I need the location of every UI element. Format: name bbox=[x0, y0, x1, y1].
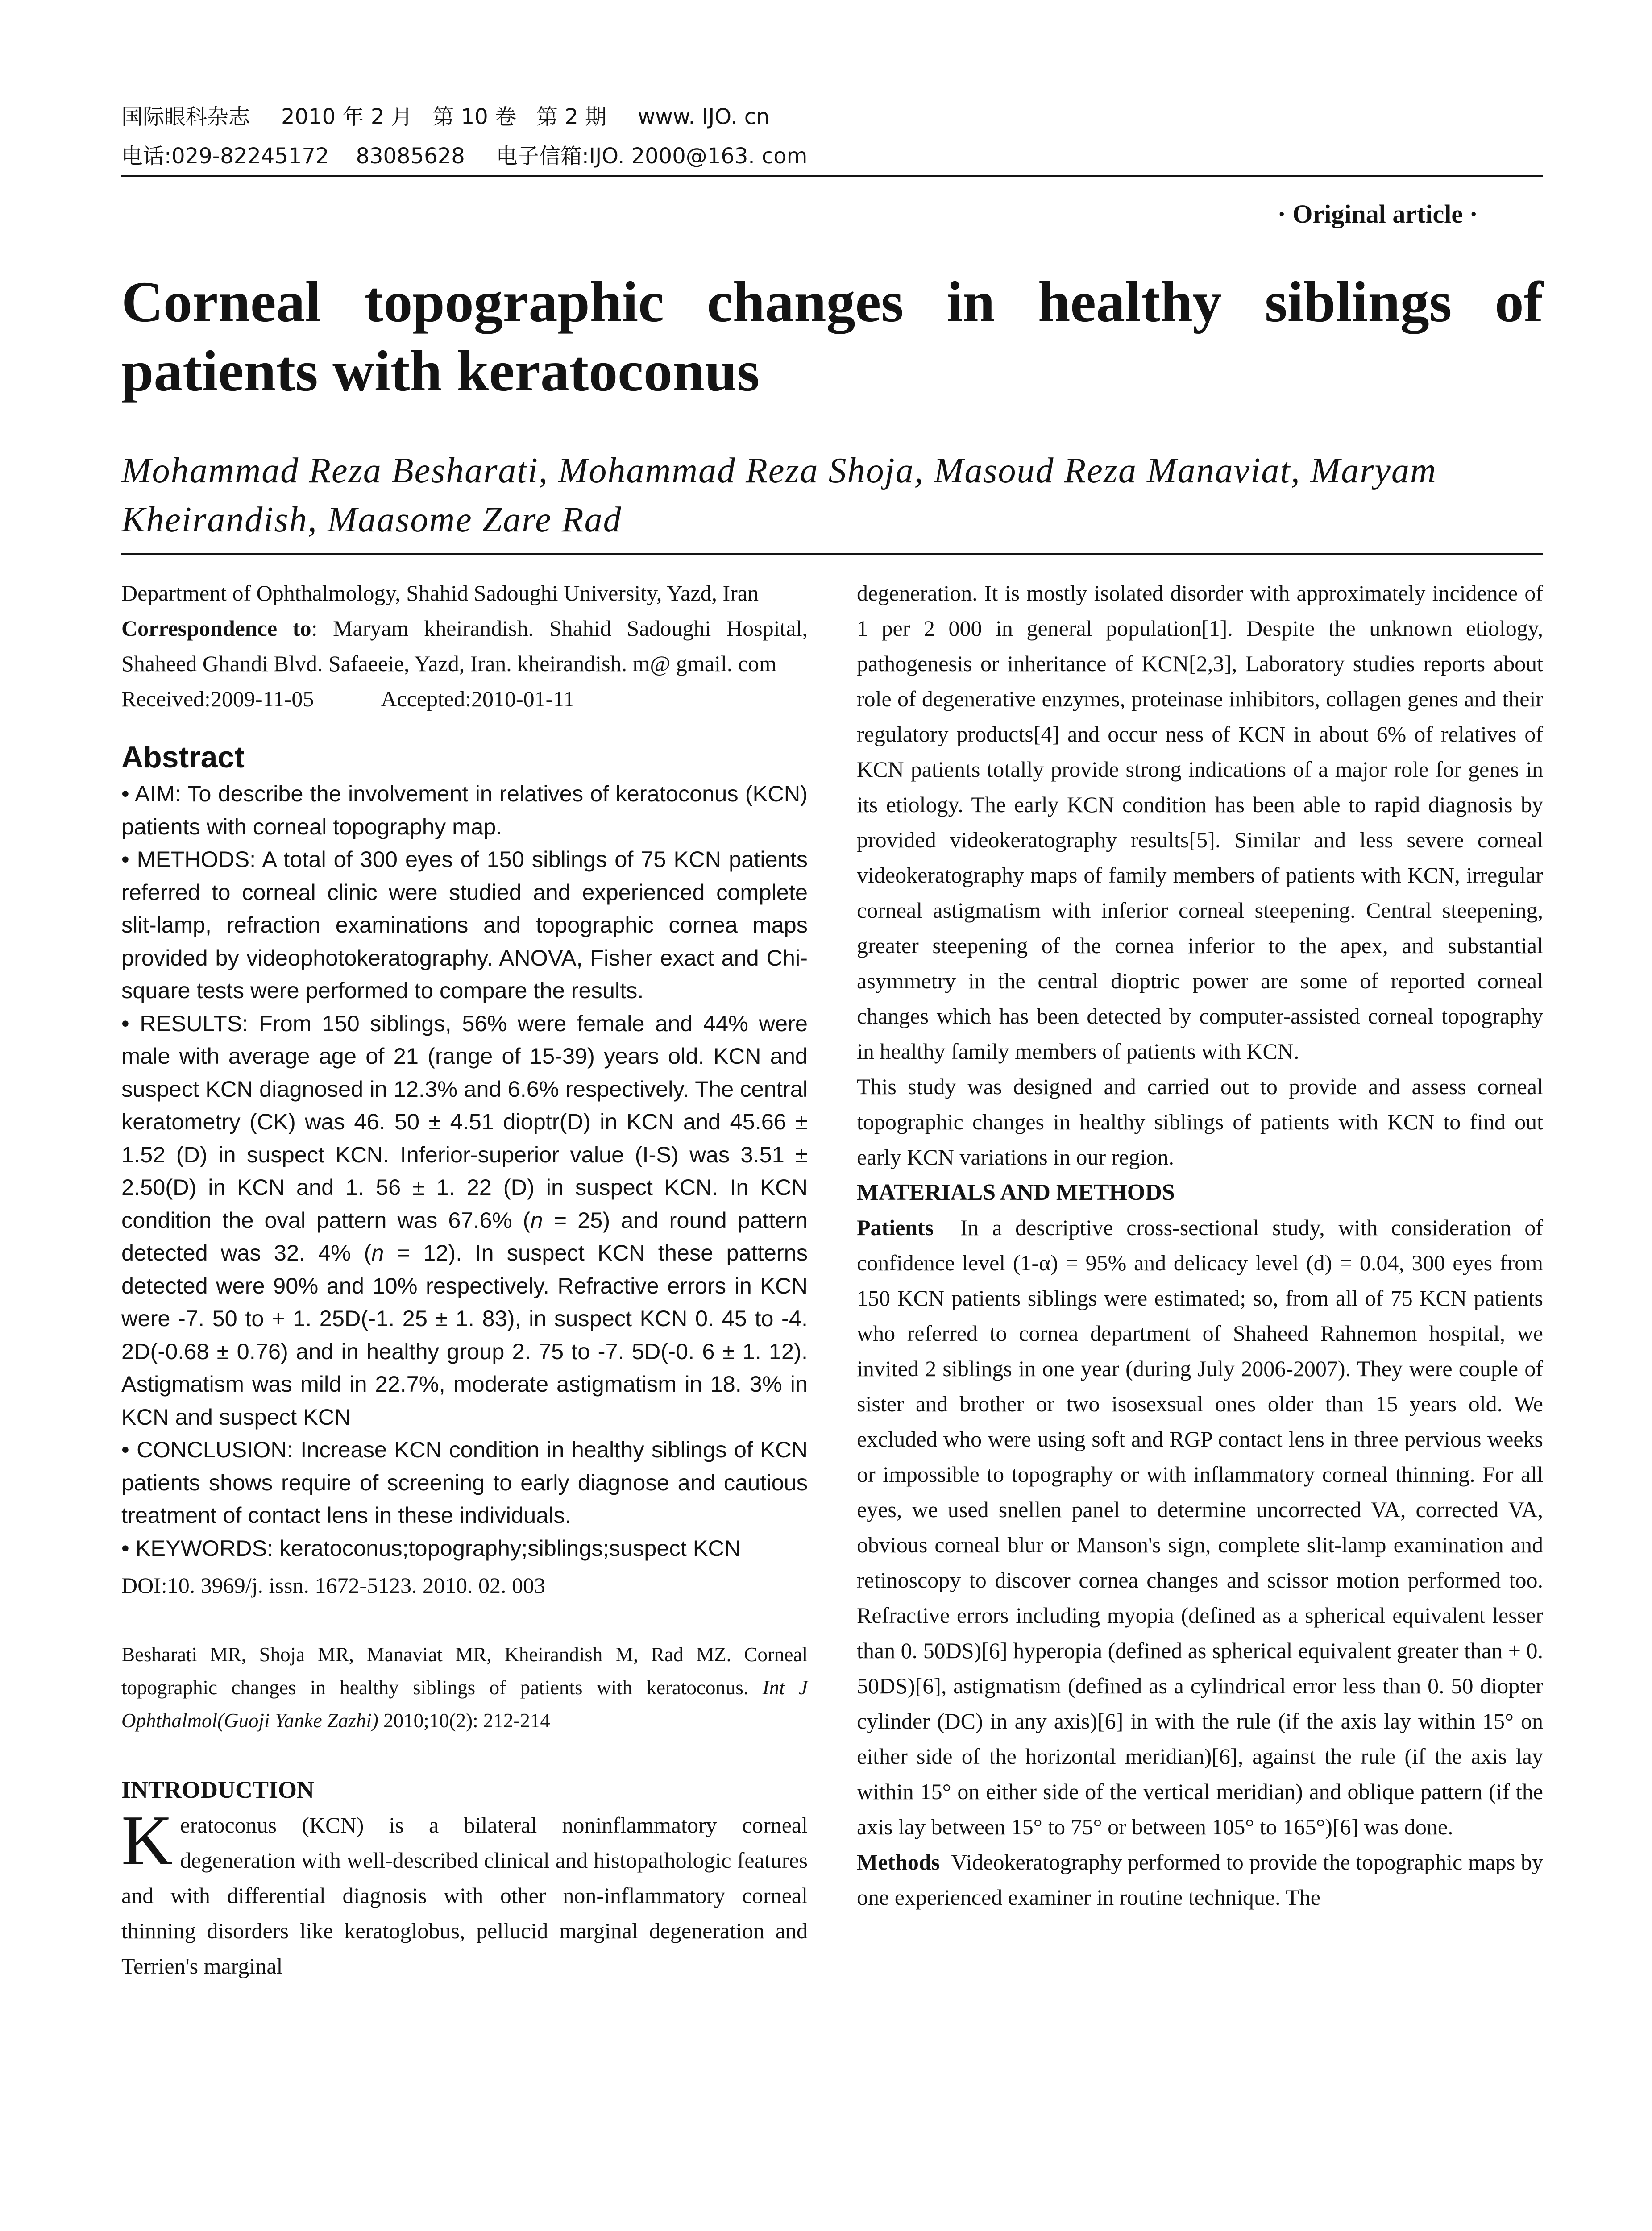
drop-cap: K bbox=[121, 1800, 173, 1880]
keywords-text: : keratoconus;topography;siblings;suspect KCN bbox=[267, 1535, 741, 1561]
citation-journal: Int J Ophthalmol(Guoji Yanke Zazhi) bbox=[121, 1676, 808, 1732]
conclusion-text: : Increase KCN condition in healthy siblings of KCN patients shows require of screening to early diagnose and cautious treatment of contact lens in these individuals. bbox=[121, 1437, 808, 1528]
accepted-date: Accepted:2010-01-11 bbox=[381, 686, 575, 711]
introduction-paragraph bbox=[121, 1800, 808, 1984]
introduction-continued: degeneration. It is mostly isolated disorder with approximately incidence of 1 per 2 000 in general population[1]. Despite the unknown etiology, pathogenesis or inheritance of KCN[2,3], Laboratory studies reports about role of degenerative enzymes, proteinase inhibitors, collagen genes and their regulatory products[4] and occur ness of KCN in about 6% of relatives of KCN patients totally provide strong indications of a major role for genes in its etiology. The early KCN condition has been able to rapid diagnosis by provided videokeratography results[5]. Similar and less severe corneal videokeratography maps of family members of patients with KCN, irregular corneal astigmatism with inferior corneal steepening. Central steepening, greater steepening of the cornea inferior to the apex, and substantial asymmetry in the central dioptric power are some of reported corneal changes which has been detected by computer-assisted corneal topography in healthy family members of patients with KCN. bbox=[857, 581, 1543, 1064]
journal-date: 2010 年 2 月 bbox=[281, 104, 413, 129]
citation bbox=[121, 1638, 808, 1737]
journal-name: 国际眼科杂志 bbox=[121, 104, 250, 129]
abstract-methods bbox=[121, 843, 808, 1007]
results-text-c: = 12). In suspect KCN these patterns detected were 90% and 10% respectively. Refractive errors in KCN were -7. 50 to + 1. 25D(-1. 25 ± 1. 83), in suspect KCN 0. 45 to -4. 2D(-0.68 ± 0.76) and in healthy group 2. 75 to -7. 5D(-0. 6 ± 1. 12). Astigmatism was mild in 22.7%, moderate astigmatism in 18. 3% in KCN and suspect KCN bbox=[121, 1240, 808, 1430]
results-text-b: = 25) and round pattern detected was 32. 4% ( bbox=[121, 1207, 808, 1265]
abstract-heading: Abstract bbox=[121, 740, 245, 774]
methods-section-text: Videokeratography performed to provide the topographic maps by one experienced examiner in routine technique. The bbox=[857, 1849, 1543, 1910]
introduction-aim-paragraph: This study was designed and carried out to provide and assess corneal topographic changes in healthy siblings of patients with KCN to find out early KCN variations in our region. bbox=[857, 1074, 1543, 1169]
methods-section-label: Methods bbox=[857, 1849, 940, 1874]
methods-label: • METHODS bbox=[121, 846, 250, 872]
aim-text: : To describe the involvement in relatives of keratoconus (KCN) patients with corneal topography map. bbox=[121, 781, 808, 839]
journal-website: www. IJO. cn bbox=[638, 104, 770, 129]
journal-email: 电子信箱:IJO. 2000@163. com bbox=[496, 144, 808, 169]
introduction-heading: INTRODUCTION bbox=[121, 1776, 315, 1803]
results-n2: n bbox=[371, 1240, 384, 1265]
affiliation: Department of Ophthalmology, Shahid Sadoughi University, Yazd, Iran bbox=[121, 581, 759, 605]
left-column bbox=[121, 576, 808, 1984]
journal-volume: 第 10 卷 bbox=[432, 104, 517, 129]
abstract-conclusion bbox=[121, 1433, 808, 1532]
keywords-label: • KEYWORDS bbox=[121, 1535, 267, 1561]
received-date: Received:2009-11-05 bbox=[121, 686, 314, 711]
patients-paragraph bbox=[857, 1210, 1543, 1845]
correspondence bbox=[121, 611, 808, 681]
authors-rule bbox=[121, 553, 1543, 555]
received-accepted-dates bbox=[121, 681, 808, 717]
article-type: · Original article · bbox=[1277, 199, 1478, 228]
article-title: Corneal topographic changes in healthy siblings of patients with keratoconus bbox=[121, 270, 1543, 403]
introduction-text: eratoconus (KCN) is a bilateral noninflammatory corneal degeneration with well-described clinical and histopathologic features and with differential diagnosis with other non-inflammatory corneal thinning disorders like keratoglobus, pellucid marginal degeneration and Terrien's marginal bbox=[121, 1812, 808, 1978]
patients-label: Patients bbox=[857, 1215, 934, 1240]
results-text-a: : From 150 siblings, 56% were female and 44% were male with average age of 21 (range of 15-39) years old. KCN and suspect KCN diagnosed in 12.3% and 6.6% respectively. The central keratometry (CK) was 46. 50 ± 4.51 dioptr(D) in KCN and 45.66 ± 1.52 (D) in suspect KCN. Inferior-superior value (I-S) was 3.51 ± 2.50(D) in KCN and 1. 56 ± 1. 22 (D) in suspect KCN. In KCN condition the oval pattern was 67.6% ( bbox=[121, 1010, 808, 1233]
doi: DOI:10. 3969/j. issn. 1672-5123. 2010. 02. 003 bbox=[121, 1573, 545, 1598]
correspondence-text: : Maryam kheirandish. Shahid Sadoughi Hospital, Shaheed Ghandi Blvd. Safaeeie, Yazd, Iran. kheirandish. m@ gmail. com bbox=[121, 616, 808, 676]
journal-issue: 第 2 期 bbox=[536, 104, 607, 129]
abstract-keywords bbox=[121, 1532, 808, 1565]
right-column bbox=[857, 576, 1543, 1915]
correspondence-label: Correspondence to bbox=[121, 616, 311, 641]
results-n1: n bbox=[530, 1207, 543, 1233]
patients-text: In a descriptive cross-sectional study, with consideration of confidence level (1-α) = 95% and delicacy level (d) = 0.04, 300 eyes from 150 KCN patients siblings were estimated; so, from all of 75 KCN patients who referred to cornea department of Shaheed Rahnemon hospital, we invited 2 siblings in one year (during July 2006-2007). They were couple of sister and brother or two isosexsual ones older than 15 years old. We excluded who were using soft and RGP contact lens in three pervious weeks or impossible to topography or with inflammatory corneal thinning. For all eyes, we used snellen panel to determine uncorrected VA, corrected VA, obvious corneal blur or Manson's sign, complete slit-lamp examination and retinoscopy to discover cornea changes and scissor motion performed too. Refractive errors including myopia (defined as a spherical equivalent lesser than 0. 50DS)[6] hyperopia (defined as spherical equivalent greater than + 0. 50DS)[6], astigmatism (defined as a cylindrical error less than 0. 50 diopter cylinder (DC) in any axis)[6] in with the rule (if the axis lay within 15° on either side of the horizontal meridian)[6], against the rule (if the axis lay within 15° on either side of the vertical meridian) and oblique pattern (if the axis lay between 15° to 75° or between 105° to 165°)[6] was done. bbox=[857, 1215, 1544, 1839]
abstract-aim bbox=[121, 777, 808, 843]
citation-tail: 2010;10(2): 212-214 bbox=[378, 1709, 550, 1732]
journal-header-line2 bbox=[121, 143, 807, 170]
header-rule bbox=[121, 175, 1543, 177]
abstract-results bbox=[121, 1007, 808, 1434]
materials-methods-heading: MATERIALS AND METHODS bbox=[857, 1180, 1175, 1205]
methods-paragraph bbox=[857, 1845, 1543, 1915]
citation-text: Besharati MR, Shoja MR, Manaviat MR, Kheirandish M, Rad MZ. Corneal topographic changes in healthy siblings of patients with keratoconus. bbox=[121, 1643, 808, 1699]
journal-header-line1 bbox=[121, 104, 770, 130]
journal-phone: 电话:029-82245172 bbox=[121, 144, 329, 169]
journal-phone2: 83085628 bbox=[356, 144, 465, 169]
conclusion-label: • CONCLUSION bbox=[121, 1437, 287, 1462]
results-label: • RESULTS bbox=[121, 1010, 242, 1036]
aim-label: • AIM bbox=[121, 781, 175, 806]
methods-text: : A total of 300 eyes of 150 siblings of 75 KCN patients referred to corneal clinic were studied and experienced complete slit-lamp, refraction examinations and topographic cornea maps provided by videophotokeratography. ANOVA, Fisher exact and Chi-square tests were performed to compare the results. bbox=[121, 846, 808, 1003]
author-list: Mohammad Reza Besharati, Mohammad Reza Shoja, Masoud Reza Manaviat, Maryam Kheirandish, Maasome Zare Rad bbox=[121, 451, 1437, 539]
